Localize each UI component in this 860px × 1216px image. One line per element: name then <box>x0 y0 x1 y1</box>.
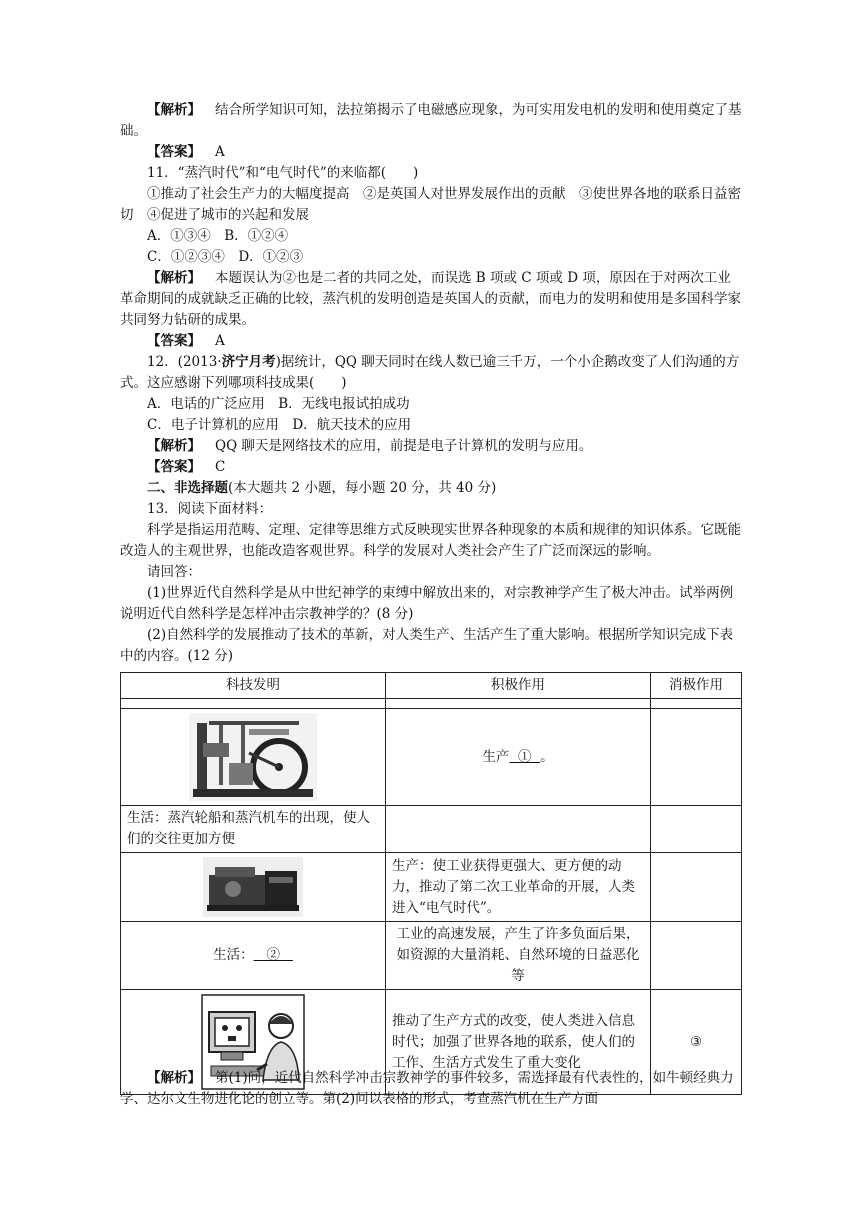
analysis-label: 【解析】 <box>147 1070 201 1086</box>
q12-source: 济宁月考 <box>221 354 276 370</box>
generator-image <box>203 857 303 917</box>
blank-1-mark: ① <box>518 748 532 765</box>
q11-items: ①推动了社会生产力的大幅度提高 ②是英国人对世界发展作出的贡献 ③使世界各地的联系日益密切 ④促进了城市的兴起和发展 <box>120 186 741 223</box>
analysis-text: QQ 聊天是网络技术的应用，前提是电子计算机的发明与应用。 <box>215 438 593 454</box>
section-title: 二、非选择题 <box>147 480 228 496</box>
q13-stem: 13．阅读下面材料： <box>147 501 273 517</box>
final-analysis-block <box>120 1068 742 1110</box>
table-row-steam-engine <box>121 709 742 806</box>
section-heading <box>120 478 742 499</box>
steam-engine-image <box>189 713 317 801</box>
q13-sub2: (2)自然科学的发展推动了技术的革新，对人类生产、生活产生了重大影响。根据所学知识完成下表中的内容。(12 分) <box>120 627 734 664</box>
electric-negative-text: 工业的高速发展，产生了许多负面后果，如资源的大量消耗、自然环境的日益恶化等 <box>386 922 651 990</box>
option-d: D．①②③ <box>238 249 304 265</box>
period: 。 <box>540 748 554 765</box>
option-b: B．①②④ <box>224 228 289 244</box>
q11-answer <box>120 331 742 352</box>
q11-options-cd <box>120 247 742 268</box>
q13-material: 科学是指运用范畴、定理、定律等思维方式反映现实世界各种现象的本质和规律的知识体系。它既能改造人的主观世界，也能改造客观世界。科学的发展对人类社会产生了广泛而深远的影响。 <box>120 522 741 559</box>
electric-life-cell <box>121 922 386 990</box>
answer-label: 【答案】 <box>147 144 201 160</box>
table-header-row <box>121 673 742 699</box>
q12-options-cd <box>120 415 742 436</box>
computer-negative-cell: ③ <box>651 990 742 1095</box>
table-row-electric-life <box>121 922 742 990</box>
table-row-generator <box>121 853 742 922</box>
table-cell <box>386 806 651 853</box>
table-cell <box>651 709 742 806</box>
table-cell <box>651 922 742 990</box>
option-c: C．电子计算机的应用 <box>147 417 279 433</box>
analysis-text: 结合所学知识可知，法拉第揭示了电磁感应现象，为可实用发电机的发明和使用奠定了基础。 <box>120 102 742 139</box>
q12-stem-prefix: 12．(2013· <box>147 354 222 370</box>
option-a: A．①③④ <box>147 228 211 244</box>
option-b: B．无线电报试拍成功 <box>278 396 410 412</box>
option-c: C．①②③④ <box>147 249 225 265</box>
analysis-text: 本题误认为②也是二者的共同之处，而误选 B 项或 C 项或 D 项，原因在于对两次工业革命期间的成就缺乏正确的比较，蒸汽机的发明创造是英国人的贡献，而电力的发明和使用是多国科学家共同努力钻研的成果。 <box>120 270 741 328</box>
production-label: 生产 <box>482 748 510 765</box>
steam-engine-picture <box>121 709 386 806</box>
generator-positive-cell: 生产：使工业获得更强大、更方便的动力，推动了第二次工业革命的开展，人类进入“电气时代”。 <box>386 853 651 922</box>
analysis-label: 【解析】 <box>147 270 201 286</box>
q12-stem <box>120 352 742 394</box>
blank-2 <box>254 947 293 963</box>
table-cell <box>651 699 742 709</box>
option-a: A．电话的广泛应用 <box>147 396 265 412</box>
table-cell <box>386 699 651 709</box>
analysis-label: 【解析】 <box>147 102 201 118</box>
section-note: (本大题共 2 小题，每小题 20 分，共 40 分) <box>228 480 497 496</box>
computer-positive-cell: 推动了生产方式的改变，使人类进入信息时代；加强了世界各地的联系，使人们的工作、生活方式发生了重大变化 <box>386 990 651 1095</box>
header-positive: 积极作用 <box>386 673 651 699</box>
generator-picture <box>121 853 386 922</box>
header-negative: 消极作用 <box>651 673 742 699</box>
q12-stem-rest: )据统计，QQ 聊天同时在线人数已逾三千万，一个小企鹅改变了人们沟通的方式。这应感谢下列哪项科技成果( ) <box>120 354 740 391</box>
answer-value: C <box>215 459 226 475</box>
table-cell <box>121 699 386 709</box>
analysis-text: 第(1)问，近代自然科学冲击宗教神学的事件较多，需选择最有代表性的，如牛顿经典力学、达尔文生物进化论的创立等。第(2)问以表格的形式，考查蒸汽机在生产方面 <box>120 1070 734 1107</box>
invention-table <box>120 672 742 1095</box>
q11-analysis <box>120 268 742 331</box>
answer-value: A <box>215 144 225 160</box>
q12-answer <box>120 457 742 478</box>
q10-answer <box>120 142 742 163</box>
steam-positive-cell <box>386 709 651 806</box>
option-d: D．航天技术的应用 <box>292 417 412 433</box>
steam-life-cell: 生活：蒸汽轮船和蒸汽机车的出现，使人们的交往更加方便 <box>121 806 386 853</box>
q12-analysis <box>120 436 742 457</box>
life-label: 生活： <box>213 947 254 963</box>
q12-options-ab <box>120 394 742 415</box>
q13-sub1: (1)世界近代自然科学是从中世纪神学的束缚中解放出来的，对宗教神学产生了极大冲击。试举两例说明近代自然科学是怎样冲击宗教神学的？(8 分) <box>120 585 734 622</box>
table-row-steam-life <box>121 806 742 853</box>
answer-value: A <box>215 333 225 349</box>
q11-stem: 11．“蒸汽时代”和“电气时代”的来临都( ) <box>147 165 419 181</box>
table-cell <box>651 806 742 853</box>
q11-options-ab <box>120 226 742 247</box>
analysis-label: 【解析】 <box>147 438 201 454</box>
table-cell <box>651 853 742 922</box>
q10-analysis <box>120 100 742 142</box>
blank-1 <box>509 749 540 765</box>
answer-label: 【答案】 <box>147 333 201 349</box>
blank-2-mark: ② <box>266 947 280 963</box>
final-analysis <box>120 1068 742 1110</box>
answer-label: 【答案】 <box>147 459 201 475</box>
document-body <box>120 100 742 667</box>
table-row-empty <box>121 699 742 709</box>
header-invention: 科技发明 <box>121 673 386 699</box>
q13-ask: 请回答： <box>147 564 201 580</box>
